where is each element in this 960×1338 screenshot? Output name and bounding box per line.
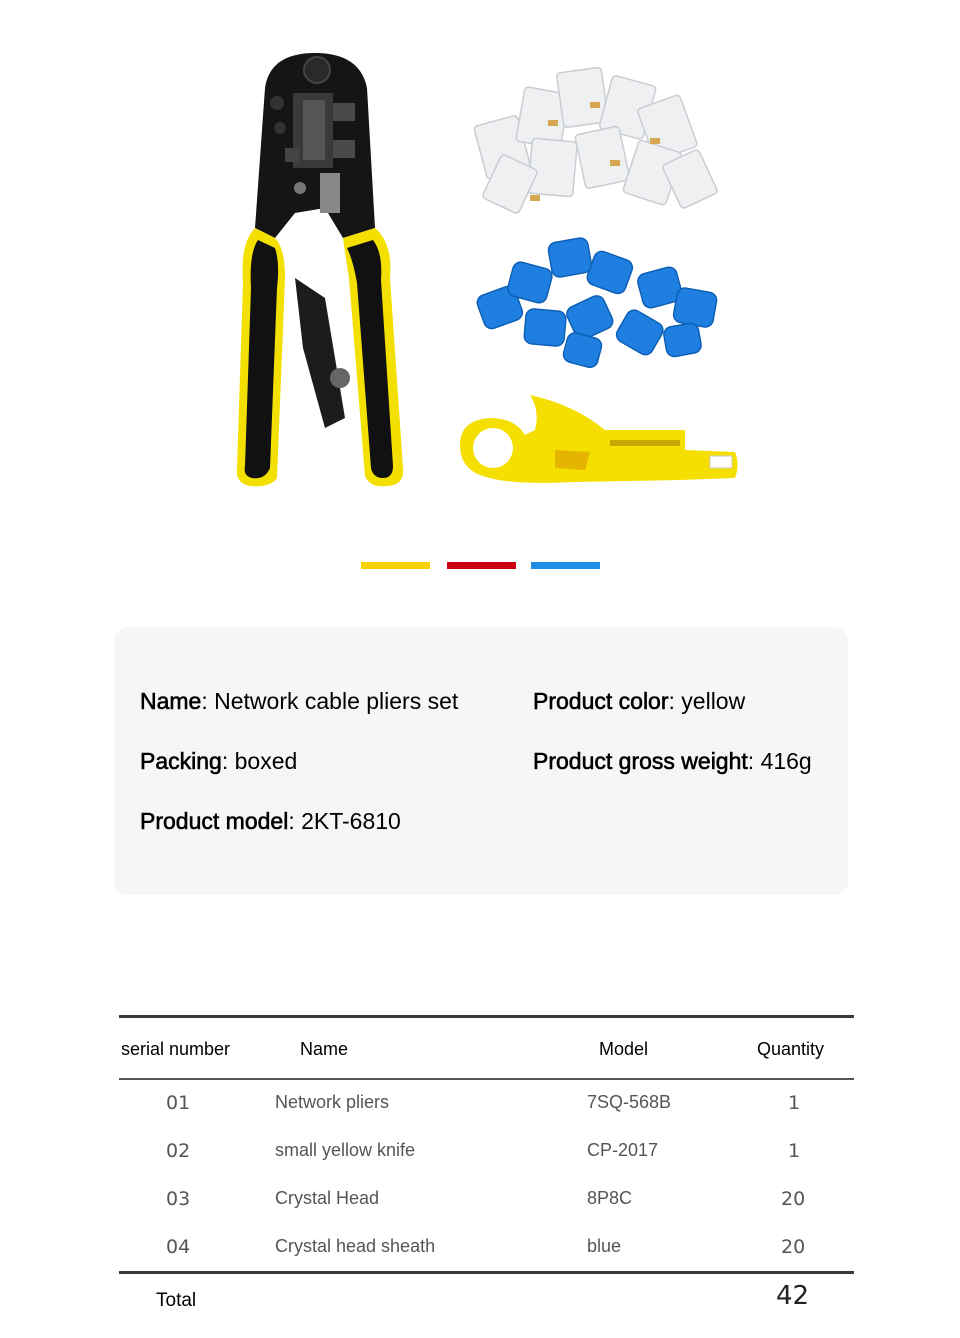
spec-packing-key: Packing <box>140 748 222 774</box>
spec-name-key: Name <box>140 688 202 714</box>
spec-model <box>140 808 401 835</box>
spec-name-value: Network cable pliers set <box>214 688 459 714</box>
row-model: blue <box>587 1236 622 1256</box>
spec-color-key: Product color <box>533 688 669 714</box>
yellow-bar <box>361 562 430 569</box>
table-bottom-rule <box>119 1271 854 1274</box>
table-header-rule <box>119 1078 854 1080</box>
row-serial: 01 <box>166 1092 191 1114</box>
color-indicator-bars <box>361 562 601 570</box>
total-label: Total <box>156 1290 197 1311</box>
row-model: 8P8C <box>587 1188 633 1208</box>
header-name: Name <box>300 1039 349 1059</box>
spec-weight-key: Product gross weight <box>533 748 748 774</box>
yellow-stripping-knife-image <box>455 390 745 490</box>
spec-sep: : <box>668 688 682 714</box>
blue-bar <box>531 562 600 569</box>
header-quantity: Quantity <box>757 1039 825 1059</box>
rj45-crystal-heads-image <box>470 60 730 220</box>
row-model: 7SQ-568B <box>587 1092 672 1112</box>
blue-crystal-head-sheaths-image <box>470 230 730 370</box>
row-quantity: 20 <box>781 1188 806 1210</box>
row-serial: 02 <box>166 1140 191 1162</box>
spec-sep: : <box>747 748 761 774</box>
header-model: Model <box>599 1039 649 1059</box>
spec-sep: : <box>288 808 302 834</box>
row-name: Network pliers <box>275 1092 390 1112</box>
total-value: 42 <box>776 1281 810 1311</box>
red-bar <box>447 562 516 569</box>
spec-sep: : <box>201 688 215 714</box>
spec-color <box>533 688 745 715</box>
row-name: Crystal Head <box>275 1188 380 1208</box>
row-model: CP-2017 <box>587 1140 659 1160</box>
row-name: small yellow knife <box>275 1140 416 1160</box>
product-hero <box>0 0 960 520</box>
spec-packing-value: boxed <box>234 748 298 774</box>
row-quantity: 1 <box>788 1092 801 1114</box>
row-serial: 03 <box>166 1188 191 1210</box>
spec-packing <box>140 748 297 775</box>
row-serial: 04 <box>166 1236 191 1258</box>
spec-weight-value: 416g <box>760 748 812 774</box>
table-top-rule <box>119 1015 854 1018</box>
row-quantity: 1 <box>788 1140 801 1162</box>
row-name: Crystal head sheath <box>275 1236 436 1256</box>
spec-model-value: 2KT-6810 <box>301 808 401 834</box>
spec-model-key: Product model <box>140 808 289 834</box>
spec-sep: : <box>221 748 235 774</box>
spec-name <box>140 688 458 715</box>
crimping-pliers-image <box>225 48 410 493</box>
row-quantity: 20 <box>781 1236 806 1258</box>
spec-weight <box>533 748 812 775</box>
spec-color-value: yellow <box>681 688 746 714</box>
header-serial: serial number <box>121 1039 231 1059</box>
